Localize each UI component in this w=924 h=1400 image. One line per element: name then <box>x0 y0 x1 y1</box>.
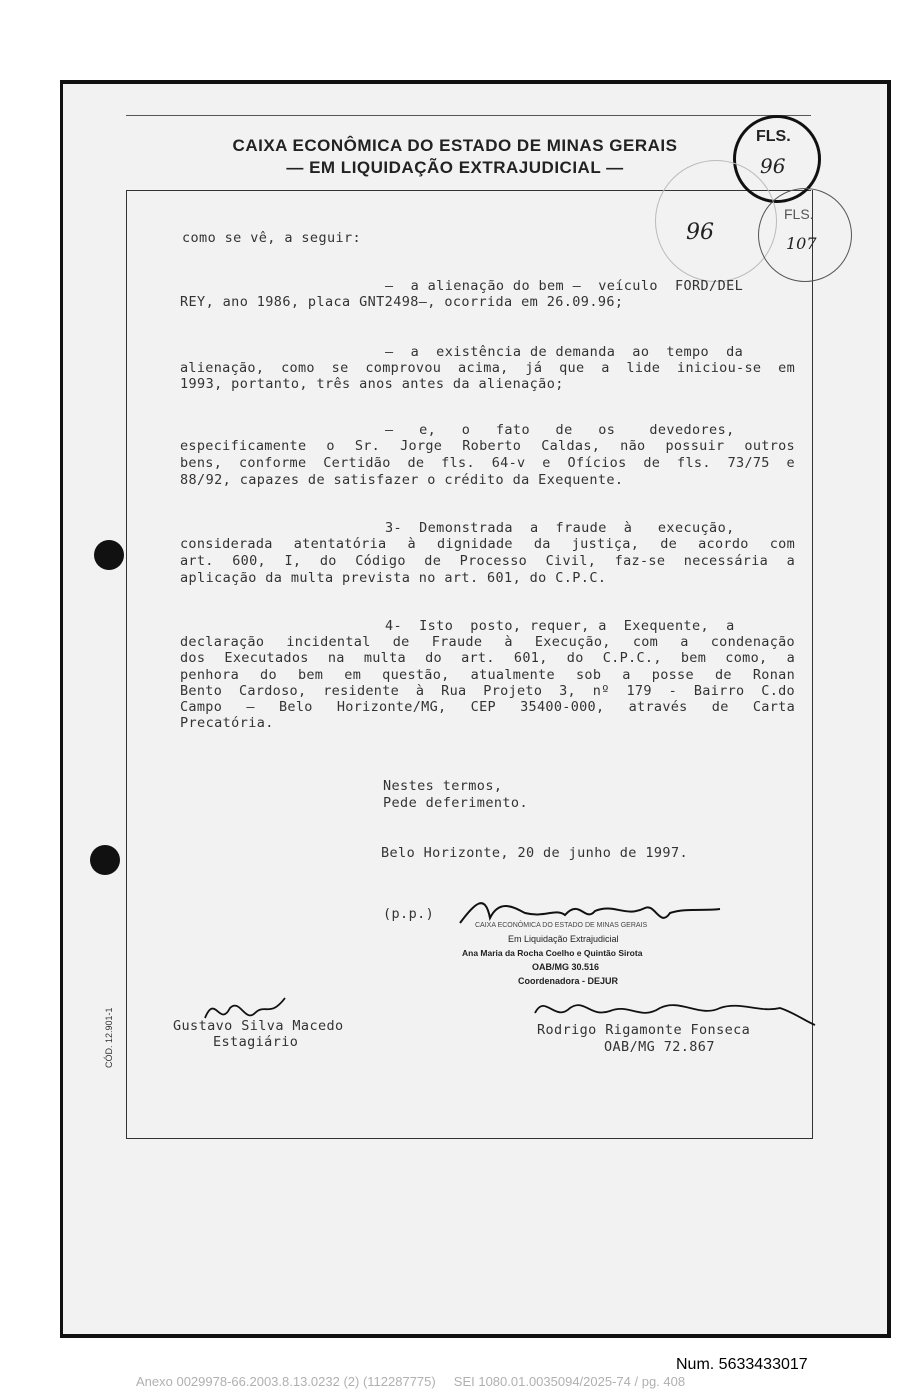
punch-hole-icon <box>90 845 120 875</box>
sig-stamp-line5: Coordenadora - DEJUR <box>518 976 619 986</box>
sig-stamp-line2: Em Liquidação Extrajudicial <box>508 934 619 944</box>
item3-line2: especificamente o Sr. Jorge Roberto Caldas, não possuir outros <box>180 438 795 454</box>
p4-line1: 4- Isto posto, requer, a Exequente, a <box>385 618 735 634</box>
pp-label: (p.p.) <box>383 906 435 922</box>
item2-line3: 1993, portanto, três anos antes da alienação; <box>180 376 564 392</box>
p4-line3: dos Executados na multa do art. 601, do C.P.C., bem como, a <box>180 650 795 666</box>
left-signatory-name: Gustavo Silva Macedo <box>173 1018 344 1034</box>
fls-stamp-number: 96 <box>760 154 786 178</box>
p3-line2: considerada atentatória à dignidade da justiça, de acordo com <box>180 536 795 552</box>
p3-line3: art. 600, I, do Código de Processo Civil, faz-se necessária a <box>180 553 795 569</box>
item3-line4: 88/92, capazes de satisfazer o crédito da Exequente. <box>180 472 624 488</box>
top-rule <box>126 115 811 116</box>
intro-text: como se vê, a seguir: <box>182 230 362 246</box>
annex-reference: Anexo 0029978-66.2003.8.13.0232 (2) (112287775) SEI 1080.01.0035094/2025-74 / pg. 408 <box>136 1374 686 1389</box>
p4-line7: Precatória. <box>180 715 274 731</box>
p3-line1: 3- Demonstrada a fraude à execução, <box>385 520 735 536</box>
item1-line1: – a alienação do bem – veículo FORD/DEL <box>385 278 744 294</box>
closing-line1: Nestes termos, <box>383 778 503 794</box>
fls-stamp-label: FLS. <box>756 128 791 145</box>
header-title: CAIXA ECONÔMICA DO ESTADO DE MINAS GERAIS <box>232 136 678 155</box>
sig-stamp-line3: Ana Maria da Rocha Coelho e Quintão Sirota <box>462 948 643 958</box>
punch-hole-icon <box>94 540 124 570</box>
p3-line4: aplicação da multa prevista no art. 601, do C.P.C. <box>180 570 607 586</box>
handwritten-page-number: 96 <box>686 220 714 245</box>
item1-line2: REY, ano 1986, placa GNT2498–, ocorrida em 26.09.96; <box>180 294 624 310</box>
faint-seal <box>655 160 777 282</box>
p4-line6: Campo – Belo Horizonte/MG, CEP 35400-000, através de Carta <box>180 699 795 715</box>
closing-line2: Pede deferimento. <box>383 795 528 811</box>
right-signatory-name: Rodrigo Rigamonte Fonseca <box>537 1022 751 1038</box>
header-subtitle: — EM LIQUIDAÇÃO EXTRAJUDICIAL — <box>286 158 624 177</box>
fls-secondary-number: 107 <box>786 234 817 253</box>
sig-stamp-line1: CAIXA ECONÔMICA DO ESTADO DE MINAS GERAIS <box>475 922 648 929</box>
p4-line4: penhora do bem em questão, atualmente sob a posse de Ronan <box>180 667 795 683</box>
item2-line1: – a existência de demanda ao tempo da <box>385 344 744 360</box>
fls-secondary-label: FLS. <box>784 206 814 222</box>
right-signatory-oab: OAB/MG 72.867 <box>604 1039 715 1055</box>
document-number: Num. 5633433017 <box>676 1356 808 1373</box>
p4-line2: declaração incidental de Fraude à Execução, com a condenação <box>180 634 795 650</box>
date-line: Belo Horizonte, 20 de junho de 1997. <box>381 845 688 861</box>
form-code: CÓD. 12.901-1 <box>104 1007 114 1068</box>
p4-line5: Bento Cardoso, residente à Rua Projeto 3, nº 179 - Bairro C.do <box>180 683 795 699</box>
sig-stamp-line4: OAB/MG 30.516 <box>532 962 600 972</box>
item3-line1: – e, o fato de os devedores, <box>385 422 735 438</box>
left-signatory-role: Estagiário <box>213 1034 299 1050</box>
item2-line2: alienação, como se comprovou acima, já que a lide iniciou-se em <box>180 360 795 376</box>
item3-line3: bens, conforme Certidão de fls. 64-v e Ofícios de fls. 73/75 e <box>180 455 795 471</box>
